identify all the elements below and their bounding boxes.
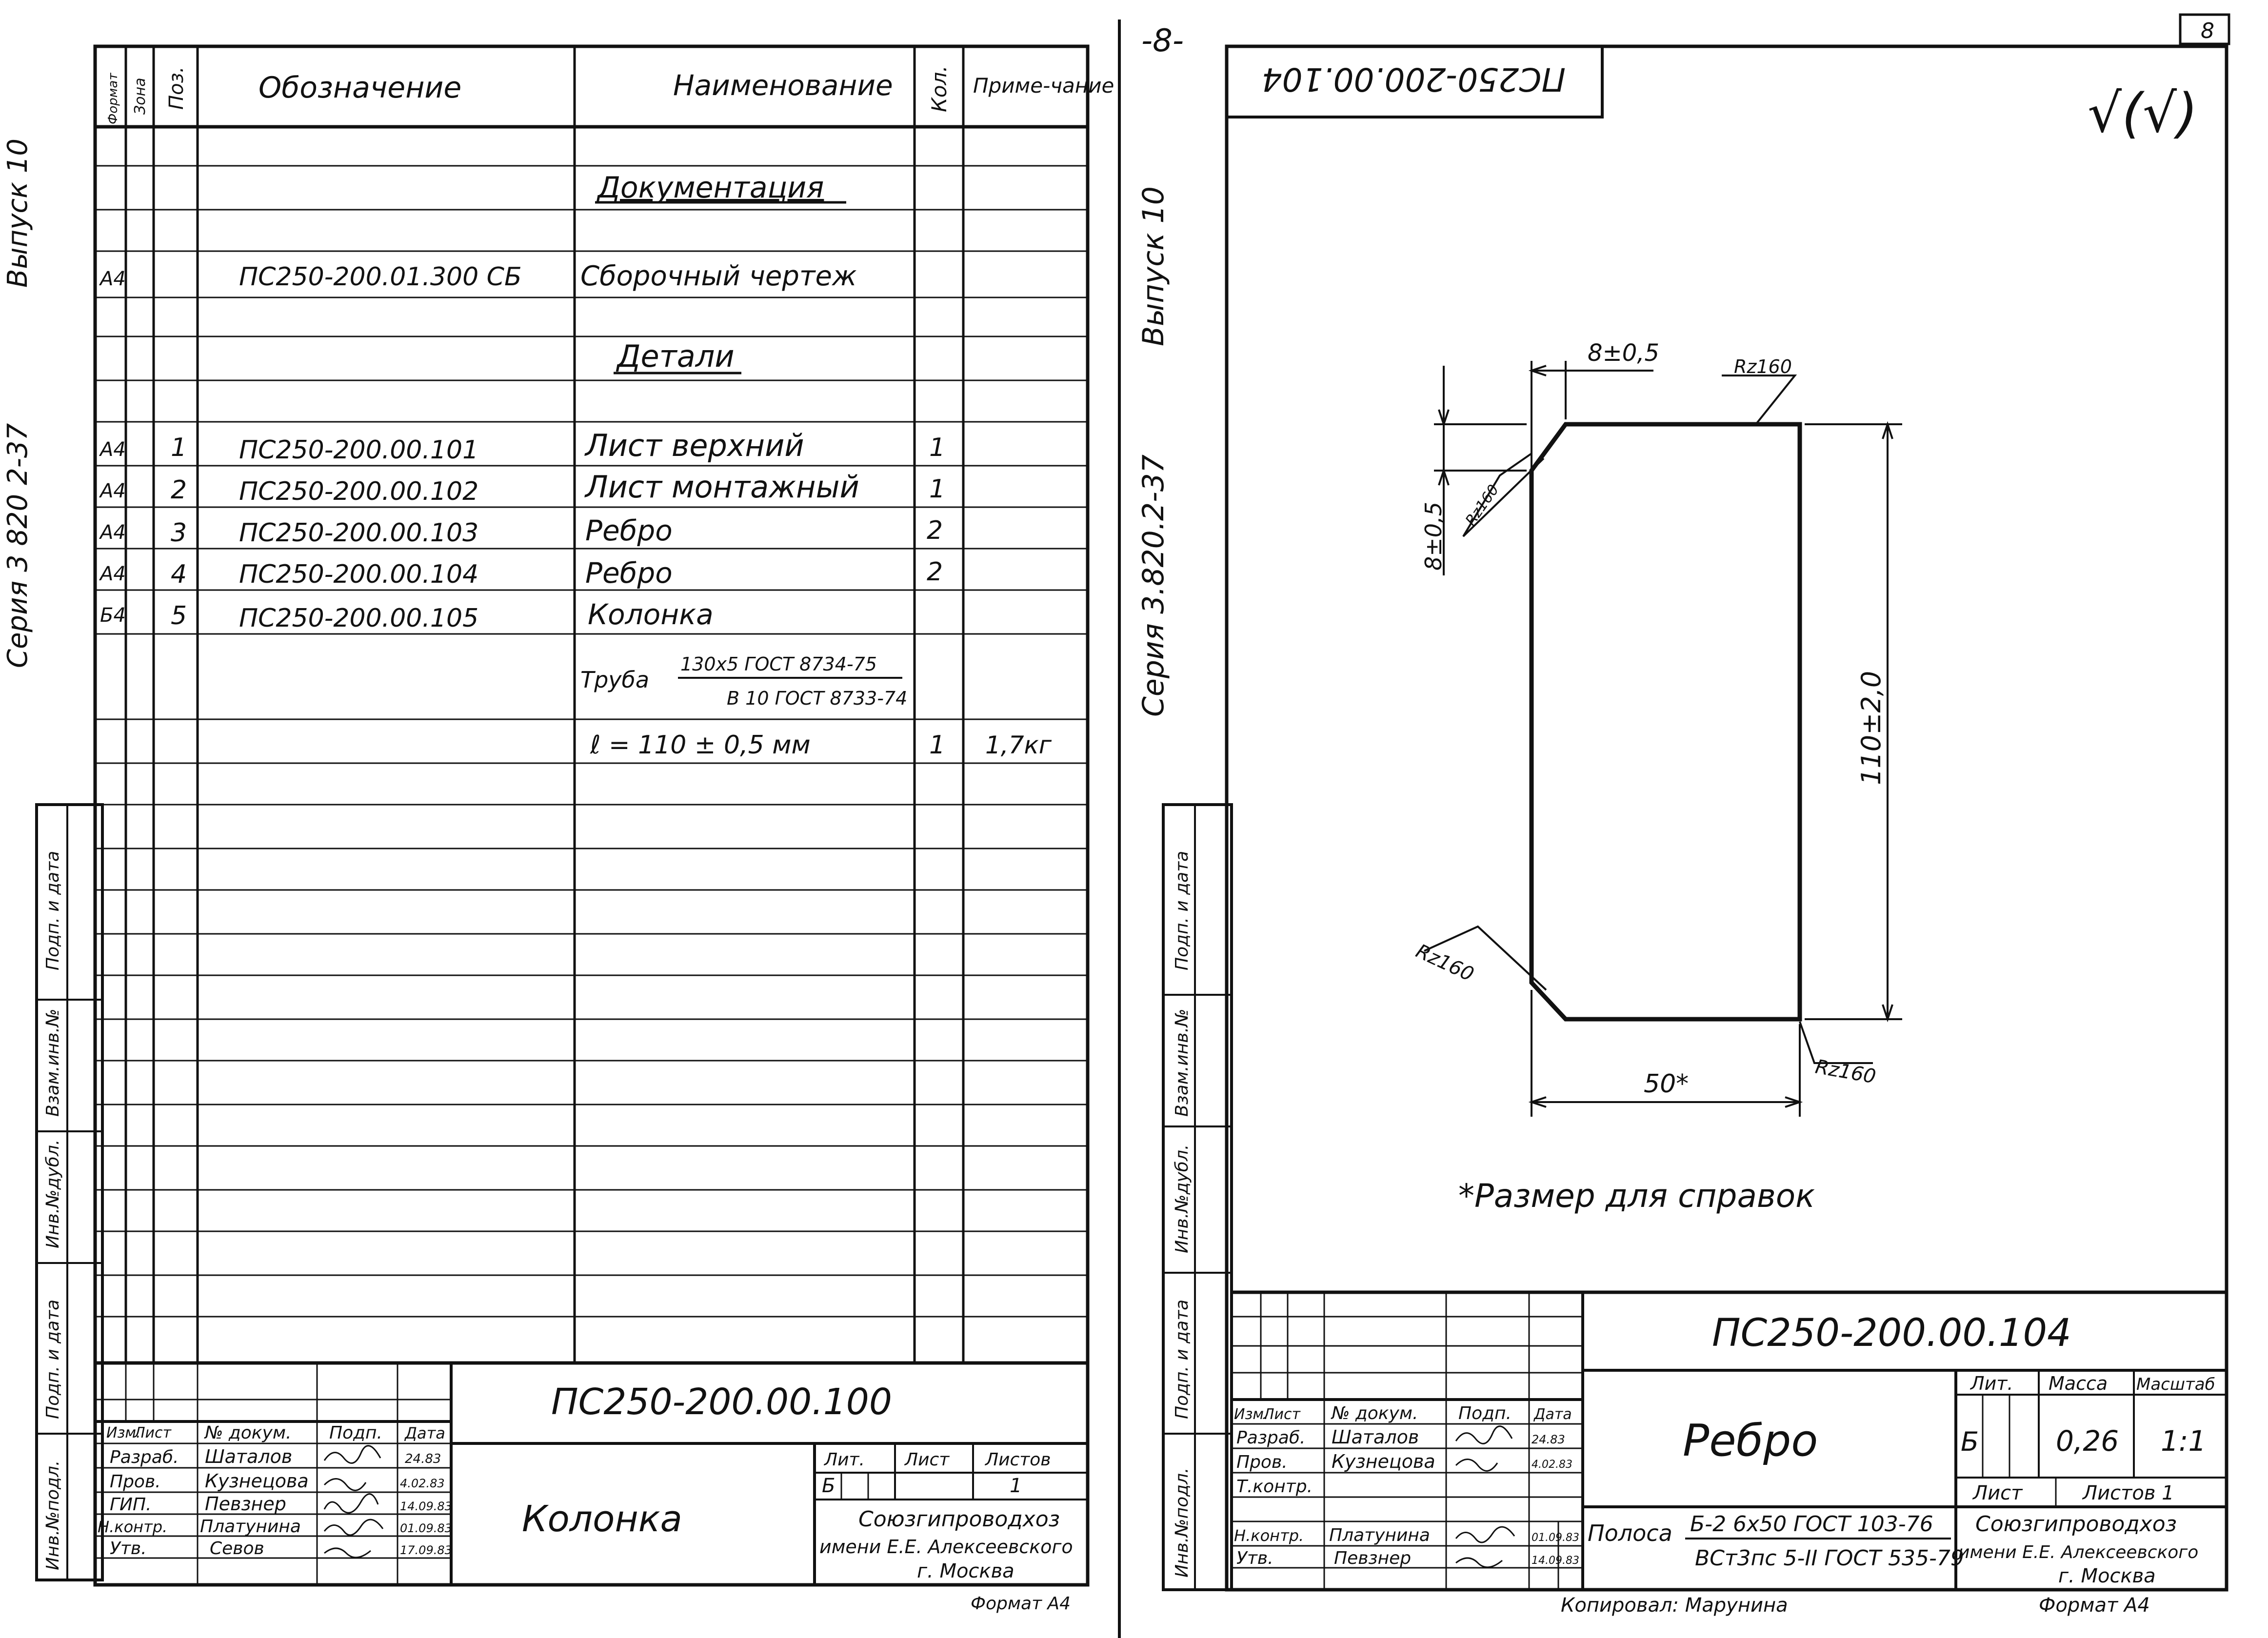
spec-qty-cell: 2 <box>927 557 943 587</box>
spec-row-2 <box>99 469 945 506</box>
tb-header: Дата <box>1534 1406 1572 1423</box>
tb-date: 24.83 <box>405 1452 441 1466</box>
tb-list-label: Лист <box>1973 1482 2023 1504</box>
left-field-label: Взам.инв.№ <box>43 1008 63 1117</box>
left-title-block <box>95 1363 1088 1585</box>
spec-name-cell: Сборочный чертеж <box>580 260 857 292</box>
spec-row-3 <box>99 514 943 548</box>
spec-length-row <box>590 730 1052 760</box>
spec-format-cell: А4 <box>100 521 126 544</box>
tb-list-label: Лист <box>905 1450 950 1470</box>
tb-person: Шаталов <box>1332 1426 1419 1448</box>
tb-header: Дата <box>405 1424 445 1442</box>
spec-row-1 <box>99 428 945 465</box>
left-vypusk: Выпуск 10 <box>2 138 34 288</box>
spec-name-cell: Ребро <box>585 514 673 547</box>
tb-person: Шаталов <box>205 1446 293 1467</box>
drawing-frame <box>1227 46 2227 1590</box>
spec-designation-cell: ПС250-200.01.300 СБ <box>239 262 522 292</box>
tb-role: Пров. <box>1236 1452 1288 1472</box>
tb-header: Лист <box>1263 1406 1301 1423</box>
spec-designation-cell: ПС250-200.00.104 <box>239 560 479 589</box>
left-field-label: Подп. и дата <box>43 1299 63 1419</box>
corner-number-box <box>2180 15 2229 44</box>
dim-left-chamfer-label: 8±0,5 <box>1420 502 1447 571</box>
tb-listov-label: Листов 1 <box>2083 1482 2174 1504</box>
stamp-designation: ПС250-200.00.104 <box>1261 60 1566 98</box>
spec-pos-cell: 3 <box>171 518 187 548</box>
right-seriya: Серия 3.820.2-37 <box>1136 454 1171 717</box>
right-binding-fields <box>1163 805 1232 1590</box>
spec-pipe-line1: 130х5 ГОСТ 8734-75 <box>680 653 877 675</box>
tb-person: Кузнецова <box>205 1470 309 1492</box>
right-tb-name: Ребро <box>1683 1415 1818 1466</box>
spec-format-cell: Б4 <box>100 604 126 627</box>
right-title-block <box>1232 1292 2227 1590</box>
tb-org-line1: Союзгипроводхоз <box>858 1507 1060 1532</box>
dim-height-label: 110±2,0 <box>1856 671 1887 785</box>
spec-header-format: Формат <box>106 73 120 124</box>
spec-length-name: ℓ = 110 ± 0,5 мм <box>590 730 811 760</box>
right-field-label: Инв.№подл. <box>1172 1467 1192 1578</box>
tb-material-label: Полоса <box>1588 1520 1672 1546</box>
tb-header: № докум. <box>205 1423 292 1443</box>
spec-designation-cell: ПС250-200.00.102 <box>239 477 479 506</box>
left-field-label: Инв.№подл. <box>43 1460 63 1570</box>
right-format-note: Формат А4 <box>2039 1594 2150 1617</box>
rz-chamfer: Rz160 <box>1462 481 1503 529</box>
tb-header: Изм. <box>106 1424 141 1441</box>
left-sheet <box>2 46 1114 1614</box>
tb-person: Кузнецова <box>1332 1451 1435 1472</box>
tb-org-line2: имени Е.Е. Алексеевского <box>819 1536 1073 1558</box>
spec-header-designation: Обозначение <box>259 71 462 105</box>
tb-header: Подп. <box>1458 1403 1512 1423</box>
spec-pos-cell: 4 <box>171 560 187 589</box>
spec-format-cell: А4 <box>100 268 126 290</box>
spec-name-cell: Ребро <box>585 556 673 590</box>
tb-date: 24.83 <box>1532 1433 1565 1446</box>
left-seriya: Серия 3 820 2-37 <box>2 423 34 668</box>
tb-header: Подп. <box>329 1423 382 1443</box>
spec-qty-cell: 1 <box>929 474 946 504</box>
spec-pos-cell: 1 <box>171 433 187 462</box>
spec-row-5 <box>100 598 714 633</box>
right-field-label: Подп. и дата <box>1172 1299 1192 1419</box>
tb-role: Н.контр. <box>1234 1526 1304 1545</box>
tb-person: Певзнер <box>1334 1548 1412 1568</box>
right-field-label: Подп. и дата <box>1172 850 1192 970</box>
right-tb-designation: ПС250-200.00.104 <box>1712 1311 2071 1355</box>
tb-lit-value: Б <box>1961 1426 1979 1457</box>
spec-designation-cell: ПС250-200.00.105 <box>239 604 479 633</box>
spec-pos-cell: 2 <box>171 475 187 505</box>
tb-date: 14.09.83 <box>400 1500 452 1513</box>
spec-header-qty: Кол. <box>927 65 951 112</box>
tb-listov-value: 1 <box>1010 1475 1022 1497</box>
spec-header-name: Наименование <box>673 69 893 102</box>
tb-person: Платунина <box>1329 1525 1430 1545</box>
tb-scale-value: 1:1 <box>2161 1424 2207 1458</box>
tb-role: Т.контр. <box>1236 1477 1313 1497</box>
spec-header-pos: Поз. <box>165 66 188 110</box>
spec-header-zone: Зона <box>132 78 149 115</box>
dim-height <box>1805 424 1902 1019</box>
spec-format-cell: А4 <box>100 438 126 461</box>
tb-role: ГИП. <box>110 1495 152 1515</box>
tb-scale-label: Масштаб <box>2136 1375 2215 1394</box>
dim-top-chamfer <box>1532 361 1653 468</box>
tb-role: Разраб. <box>1236 1428 1306 1448</box>
left-format-note: Формат А4 <box>971 1594 1071 1614</box>
tb-date: 01.09.83 <box>1532 1532 1579 1544</box>
spec-pos-cell: 5 <box>171 601 187 631</box>
tb-lit-label: Лит. <box>1970 1373 2013 1394</box>
spec-designation-cell: ПС250-200.00.103 <box>239 518 479 548</box>
right-field-label: Взам.инв.№ <box>1172 1008 1192 1117</box>
right-field-label: Инв.№дубл. <box>1172 1144 1192 1253</box>
spec-header-note: Приме-чание <box>973 74 1114 98</box>
tb-person: Певзнер <box>205 1493 286 1515</box>
dim-left-chamfer <box>1434 366 1527 575</box>
spec-qty-cell: 2 <box>927 516 943 545</box>
tb-material-line2: ВСт3пс 5-II ГОСТ 535-79 <box>1695 1546 1964 1571</box>
spec-section-details: Детали <box>617 338 735 374</box>
tb-date: 4.02.83 <box>1532 1459 1572 1471</box>
tb-role: Утв. <box>110 1539 147 1559</box>
dim-width-label: 50* <box>1644 1069 1689 1099</box>
tb-date: 14.09.83 <box>1532 1555 1579 1567</box>
tb-role: Утв. <box>1236 1548 1273 1568</box>
tb-role: Пров. <box>110 1472 161 1492</box>
rz-callouts <box>1424 375 1873 1063</box>
spec-pipe-line2: В 10 ГОСТ 8733-74 <box>727 688 908 709</box>
spec-designation-cell: ПС250-200.00.101 <box>239 435 479 465</box>
left-binding-fields <box>37 805 102 1580</box>
spec-length-qty: 1 <box>929 730 946 760</box>
rz-bottom: Rz160 <box>1813 1055 1878 1088</box>
right-sheet <box>1136 15 2229 1617</box>
spec-row-4 <box>99 556 943 590</box>
dim-top-chamfer-label: 8±0,5 <box>1588 339 1660 367</box>
left-tb-designation: ПС250-200.00.100 <box>551 1381 892 1423</box>
tb-lit-label: Лит. <box>824 1450 865 1470</box>
tb-mass-value: 0,26 <box>2056 1424 2119 1458</box>
upside-down-stamp <box>1227 46 1602 117</box>
page-number: -8- <box>1141 23 1184 59</box>
tb-person: Платунина <box>200 1517 301 1537</box>
spec-table <box>95 46 1114 1585</box>
right-vypusk: Выпуск 10 <box>1136 186 1171 346</box>
tb-lit-value: Б <box>822 1475 836 1497</box>
tb-role: Н.контр. <box>98 1518 168 1536</box>
tb-date: 01.09.83 <box>400 1521 452 1535</box>
spec-qty-cell: 1 <box>929 433 946 462</box>
corner-number: 8 <box>2201 19 2214 43</box>
tb-date: 4.02.83 <box>400 1477 445 1490</box>
spec-length-note: 1,7кг <box>985 731 1052 759</box>
left-tb-name: Колонка <box>522 1498 682 1540</box>
tb-person: Севов <box>210 1539 264 1559</box>
tb-date: 17.09.83 <box>400 1543 452 1557</box>
spec-format-cell: А4 <box>100 563 126 585</box>
reference-note: *Размер для справок <box>1458 1177 1815 1215</box>
spec-name-cell: Лист монтажный <box>585 469 859 505</box>
part-outline <box>1532 424 1800 1019</box>
signatures <box>324 1446 383 1558</box>
tb-org-line1: Союзгипроводхоз <box>1975 1512 2177 1537</box>
rz-top: Rz160 <box>1734 356 1792 377</box>
spec-format-cell: А4 <box>100 480 126 502</box>
copied-by: Копировал: Марунина <box>1561 1594 1788 1617</box>
tb-org-line2: имени Е.Е. Алексеевского <box>1958 1542 2199 1562</box>
tb-org-line3: г. Москва <box>917 1560 1015 1582</box>
roughness-mark: √(√) <box>2088 82 2198 144</box>
left-field-label: Подп. и дата <box>43 850 63 970</box>
spec-section-documentation: Документация <box>597 171 824 205</box>
tb-role: Разраб. <box>110 1447 179 1467</box>
tb-org-line3: г. Москва <box>2058 1565 2156 1587</box>
spec-pipe-name: Труба <box>580 667 650 693</box>
part-drawing <box>1413 339 1902 1117</box>
rz-left: Rz160 <box>1412 940 1477 986</box>
spec-pipe-row <box>580 653 907 709</box>
tb-header: № докум. <box>1332 1403 1418 1423</box>
spec-name-cell: Колонка <box>588 598 714 631</box>
tb-header: Лист <box>134 1424 172 1441</box>
spec-name-cell: Лист верхний <box>585 428 804 463</box>
tb-material-line1: Б-2 6х50 ГОСТ 103-76 <box>1690 1512 1933 1537</box>
tb-listov-label: Листов <box>985 1450 1051 1470</box>
tb-header: Изм. <box>1234 1406 1269 1423</box>
left-field-label: Инв.№дубл. <box>43 1139 63 1248</box>
tb-mass-label: Масса <box>2049 1373 2108 1394</box>
